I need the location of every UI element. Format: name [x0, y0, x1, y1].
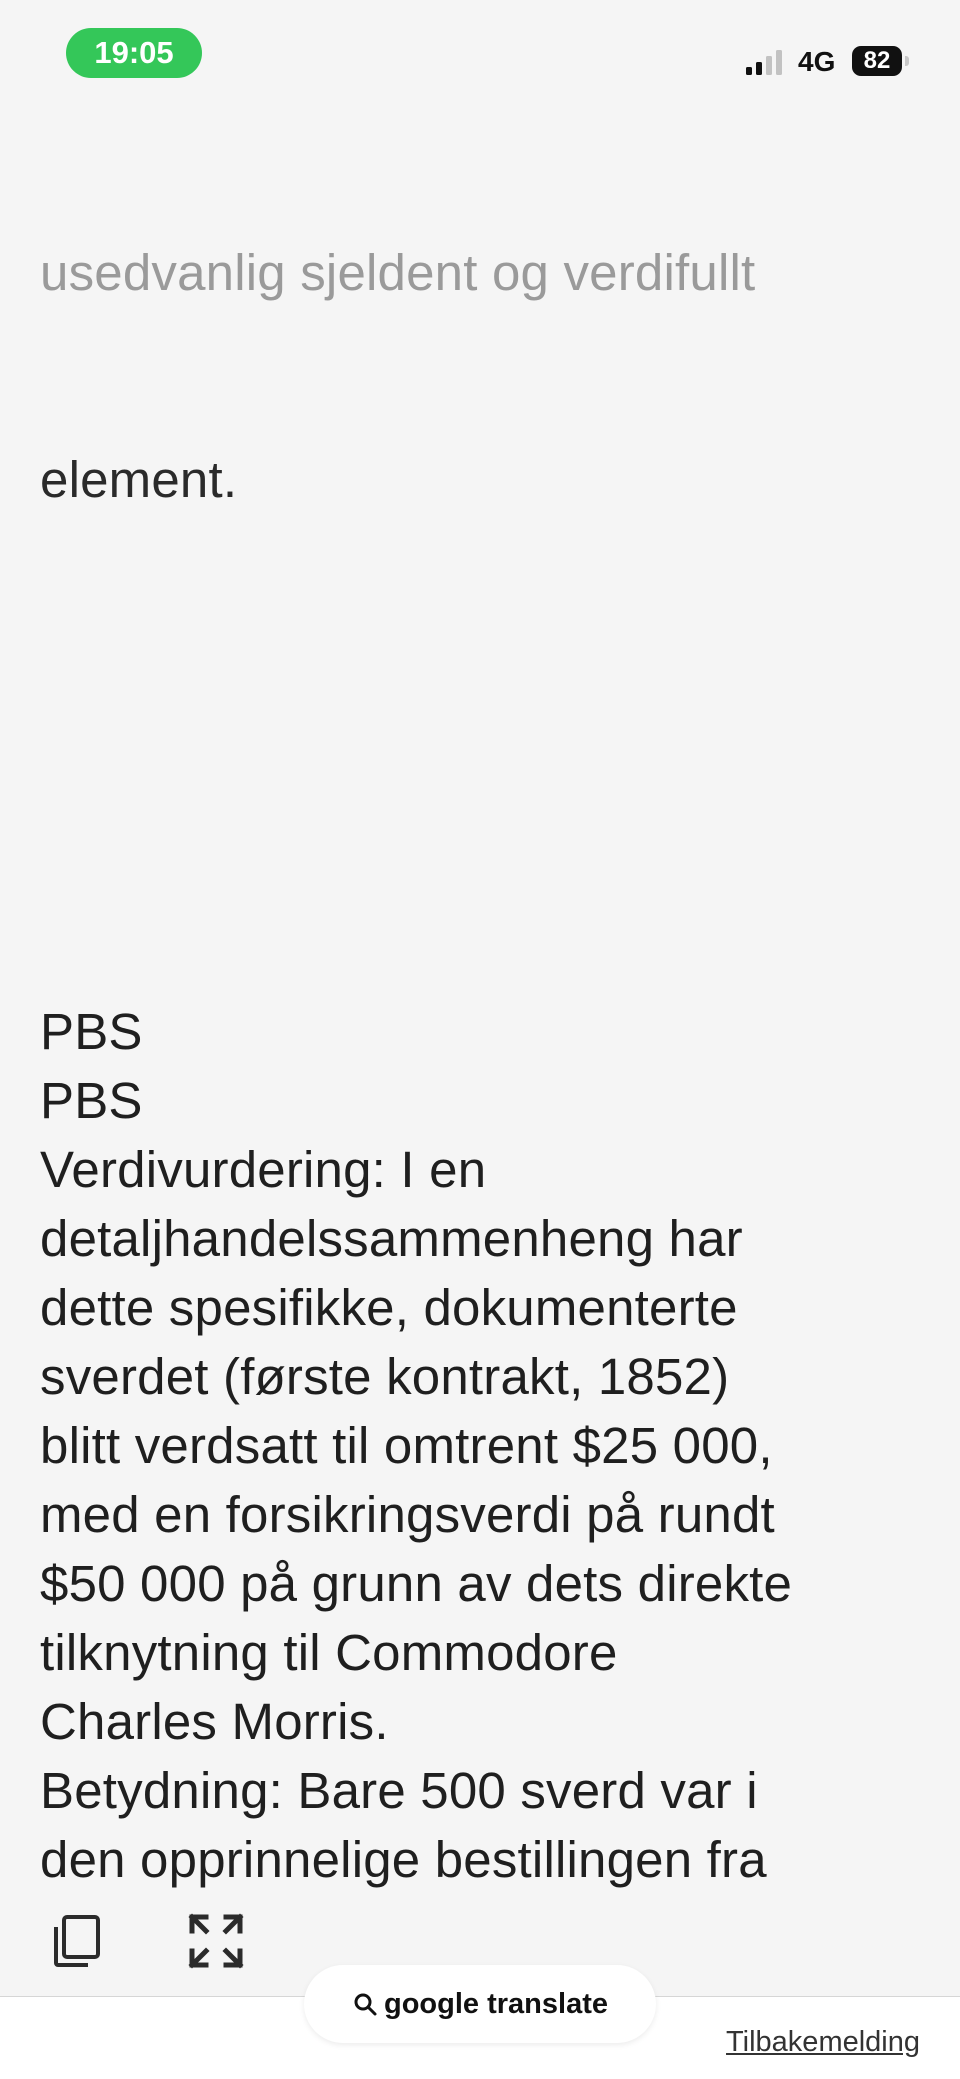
text-line: PBS	[40, 1003, 143, 1060]
text-line: Charles Morris.	[40, 1693, 389, 1750]
text-line: $50 000 på grunn av dets direkte	[40, 1555, 793, 1612]
text-line: Betydning: Bare 500 sverd var i	[40, 1762, 758, 1819]
text-line: tilknytning til Commodore	[40, 1624, 618, 1681]
text-lines	[40, 997, 920, 1890]
google-translate-search-button[interactable]	[304, 1965, 656, 2043]
copy-icon[interactable]	[50, 1913, 106, 1969]
search-pill-label: google translate	[384, 1987, 608, 2020]
text-line: Verdivurdering: I en	[40, 1141, 487, 1198]
previous-line: usedvanlig sjeldent og verdifullt	[40, 244, 756, 301]
expand-icon[interactable]	[188, 1913, 244, 1969]
text-line: dette spesifikke, dokumenterte	[40, 1279, 738, 1336]
battery-cap-icon	[905, 56, 909, 66]
network-type: 4G	[798, 46, 836, 77]
search-icon	[352, 1991, 378, 2017]
previous-line: element.	[40, 451, 238, 508]
text-line: med en forsikringsverdi på rundt	[40, 1486, 775, 1543]
text-line: den opprinnelige bestillingen fra	[40, 1831, 767, 1888]
text-line: blitt verdsatt til omtrent $25 000,	[40, 1417, 773, 1474]
previous-text	[40, 100, 920, 652]
blank-line	[40, 790, 920, 859]
text-line: PBS	[40, 1072, 143, 1129]
status-time[interactable]: 19:05	[66, 28, 202, 78]
status-bar	[0, 0, 960, 110]
battery-level: 82	[852, 46, 902, 76]
cellular-signal-icon	[744, 48, 784, 76]
text-line: detaljhandelssammenheng har	[40, 1210, 743, 1267]
translated-text	[40, 0, 920, 1890]
feedback-link[interactable]: Tilbakemelding	[726, 2026, 920, 2058]
text-line: sverdet (første kontrakt, 1852)	[40, 1348, 730, 1405]
